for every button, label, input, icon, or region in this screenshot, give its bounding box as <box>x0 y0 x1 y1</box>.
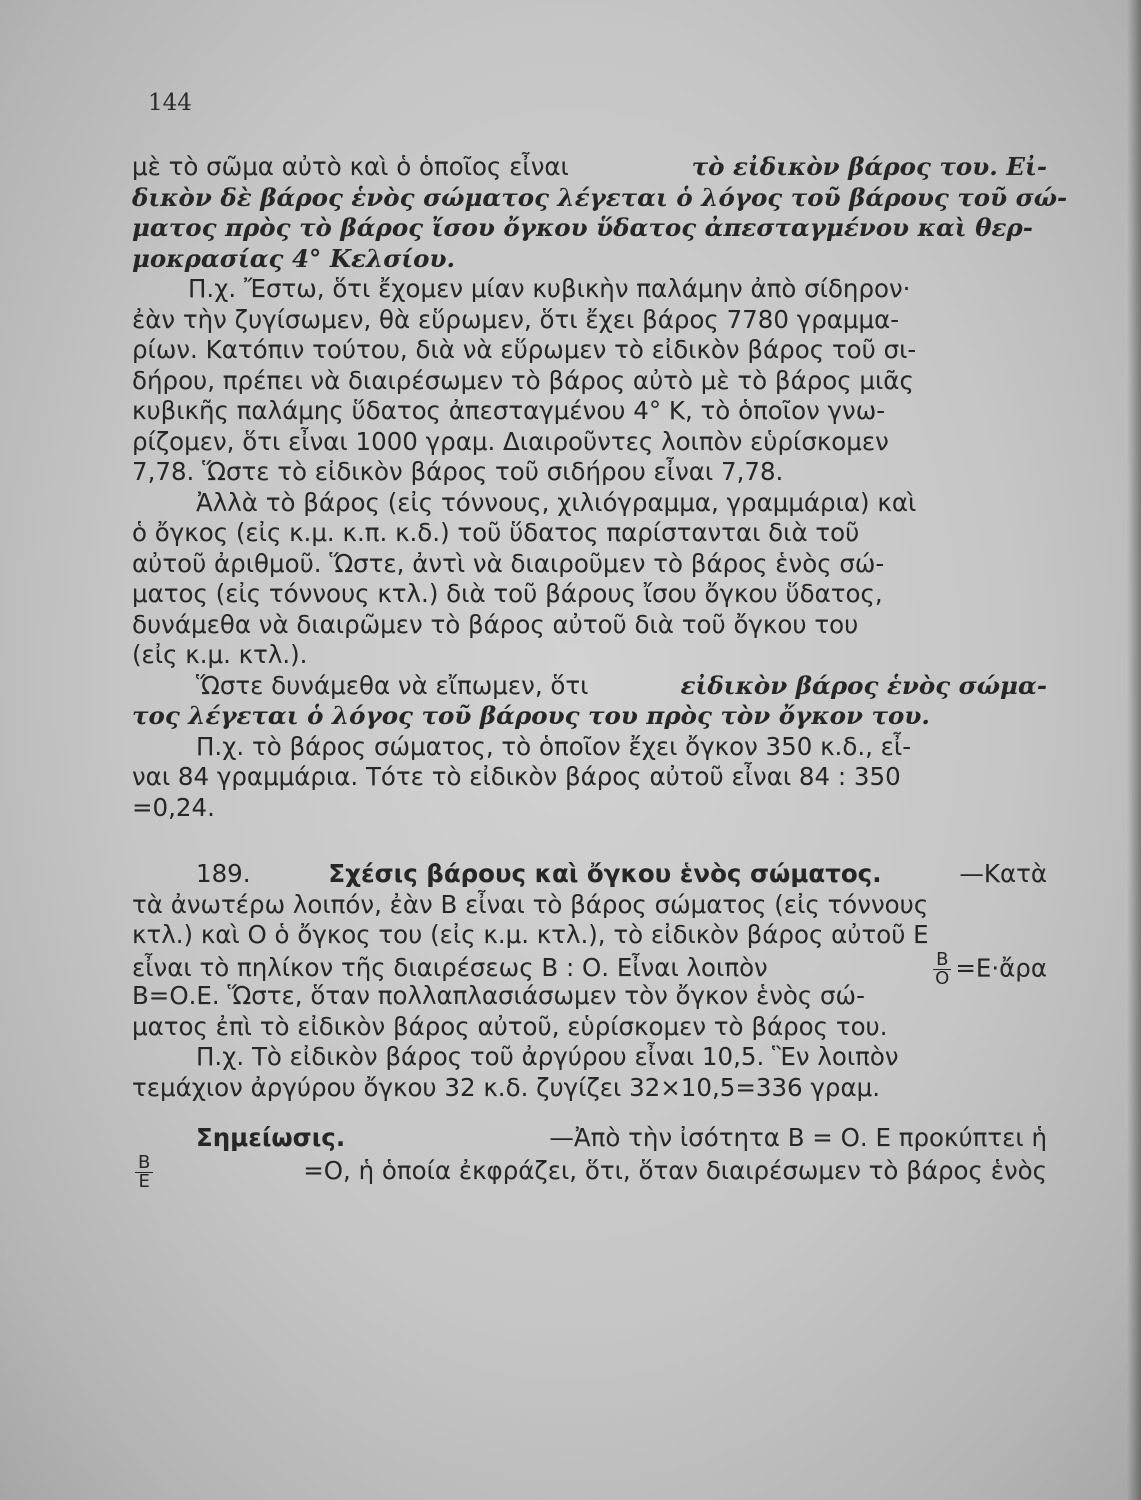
text-line: Β=Ο.Ε. Ὥστε, ὅταν πολλαπλασιάσωμεν τὸν ὄγκον ἑνὸς σώ- <box>132 981 865 1010</box>
fraction-denominator: Ο <box>935 967 950 989</box>
text-line: τὰ ἀνωτέρω λοιπόν, ἐὰν Β εἶναι τὸ βάρος σώματος (εἰς τόννους <box>132 889 929 919</box>
text-line: δυνάμεθα νὰ διαιρῶμεν τὸ βάρος αὐτοῦ διὰ τοῦ ὄγκου του <box>132 609 859 639</box>
note-title: Σημείωσις. <box>196 1123 346 1152</box>
text-segment: εἶναι τὸ πηλίκον τῆς διαιρέσεως Β : Ο. Εἶναι λοιπὸν <box>132 953 768 982</box>
text-line: τεμάχιον ἀργύρου ὄγκου 32 κ.δ. ζυγίζει 32×10,5=336 γραμ. <box>132 1072 881 1102</box>
definition-emphasis: τὸ εἰδικὸν βάρος του. Εἰ- <box>691 152 1047 181</box>
text-segment: Ὥστε δυνάμεθα νὰ εἴπωμεν, ὅτι <box>196 670 589 700</box>
text-line: ναι 84 γραμμάρια. Τότε τὸ εἰδικὸν βάρος αὐτοῦ εἶναι 84 : 350 <box>132 762 901 791</box>
text-line: ρίζομεν, ὅτι εἶναι 1000 γραμ. Διαιροῦντες λοιπὸν εὑρίσκομεν <box>132 426 889 456</box>
definition-line: μοκρασίας 4° Κελσίου. <box>132 243 455 273</box>
definition-line: δικὸν δὲ βάρος ἑνὸς σώματος λέγεται ὁ λόγος τοῦ βάρους τοῦ σώ- <box>132 182 1068 212</box>
text-line: Π.χ. Τὸ εἰδικὸν βάρος τοῦ ἀργύρου εἶναι 10,5. Ἓν λοιπὸν <box>196 1042 899 1071</box>
definition-emphasis: εἰδικὸν βάρος ἑνὸς σώμα- <box>680 670 1047 700</box>
section-heading-line <box>132 859 1047 890</box>
section-title: Σχέσις βάρους καὶ ὄγκου ἑνὸς σώματος. <box>328 859 882 888</box>
text-line: ματος ἐπὶ τὸ εἰδικὸν βάρος αὐτοῦ, εὑρίσκομεν τὸ βάρος του. <box>132 1011 888 1041</box>
text-line: ὁ ὄγκος (εἰς κ.μ. κ.π. κ.δ.) τοῦ ὕδατος παρίστανται διὰ τοῦ <box>132 518 860 547</box>
text-line: (εἰς κ.μ. κτλ.). <box>132 640 308 669</box>
text-segment: —Ἀπὸ τὴν ἰσότητα Β = Ο. Ε προκύπτει ἡ <box>549 1123 1047 1152</box>
text-line: Π.χ. Ἔστω, ὅτι ἔχομεν μίαν κυβικὴν παλάμην ἀπὸ σίδηρον· <box>188 274 911 303</box>
text-segment: μὲ τὸ σῶμα αὐτὸ καὶ ὁ ὁποῖος εἶναι <box>132 152 569 181</box>
section-number: 189. <box>196 859 251 888</box>
text-segment: —Κατὰ <box>959 859 1047 888</box>
formula <box>929 948 1047 989</box>
text-line: αὐτοῦ ἀριθμοῦ. Ὥστε, ἀντὶ νὰ διαιροῦμεν τὸ βάρος ἑνὸς σώ- <box>132 548 885 578</box>
text-line: Ἀλλὰ τὸ βάρος (εἰς τόννους, χιλιόγραμμα, γραμμάρια) καὶ <box>196 487 917 517</box>
text-line: κτλ.) καὶ Ο ὁ ὄγκος του (εἰς κ.μ. κτλ.), τὸ εἰδικὸν βάρος αὐτοῦ Ε <box>132 920 929 949</box>
text-line <box>132 671 1047 702</box>
text-line: =0,24. <box>132 792 215 822</box>
page-text <box>132 152 1068 1192</box>
text-line <box>132 1151 1047 1192</box>
section-gap <box>132 823 1047 859</box>
fraction-b-over-o <box>932 948 952 989</box>
definition-line: ματος πρὸς τὸ βάρος ἴσου ὄγκου ὕδατος ἀπεσταγμένου καὶ θερ- <box>132 213 1033 242</box>
text-line: ρίων. Κατόπιν τούτου, διὰ νὰ εὕρωμεν τὸ εἰδικὸν βάρος τοῦ σι- <box>132 335 917 364</box>
page-number: 144 <box>148 90 192 116</box>
text-line: 7,78. Ὥστε τὸ εἰδικὸν βάρος τοῦ σιδήρου εἶναι 7,78. <box>132 457 784 486</box>
text-line: δήρου, πρέπει νὰ διαιρέσωμεν τὸ βάρος αὐτὸ μὲ τὸ βάρος μιᾶς <box>132 365 914 395</box>
fraction-denominator: Ε <box>138 1170 150 1192</box>
text-line <box>132 948 1047 989</box>
text-line: Π.χ. τὸ βάρος σώματος, τὸ ὁποῖον ἔχει ὄγκον 350 κ.δ., εἶ- <box>196 731 912 761</box>
note-heading-line <box>132 1123 1047 1154</box>
fraction-b-over-e <box>135 1151 153 1192</box>
text-line: ἐὰν τὴν ζυγίσωμεν, θὰ εὕρωμεν, ὅτι ἔχει βάρος 7780 γραμμα- <box>132 304 900 334</box>
formula <box>132 1151 156 1192</box>
text-segment: =Ε·ἄρα <box>955 953 1047 982</box>
section-gap <box>132 1103 1047 1123</box>
text-segment: =Ο, ἡ ὁποία ἐκφράζει, ὅτι, ὅταν διαιρέσωμεν τὸ βάρος ἑνὸς <box>303 1156 1047 1185</box>
fraction-numerator: Β <box>933 951 951 970</box>
fraction-numerator: Β <box>135 1154 153 1173</box>
text-line: κυβικῆς παλάμης ὕδατος ἀπεσταγμένου 4° Κ, τὸ ὁποῖον γνω- <box>132 396 886 425</box>
text-line: ματος (εἰς τόννους κτλ.) διὰ τοῦ βάρους ἴσου ὄγκου ὕδατος, <box>132 579 883 608</box>
definition-line: τος λέγεται ὁ λόγος τοῦ βάρους του πρὸς τὸν ὄγκον του. <box>132 701 930 730</box>
text-line <box>132 152 1047 183</box>
